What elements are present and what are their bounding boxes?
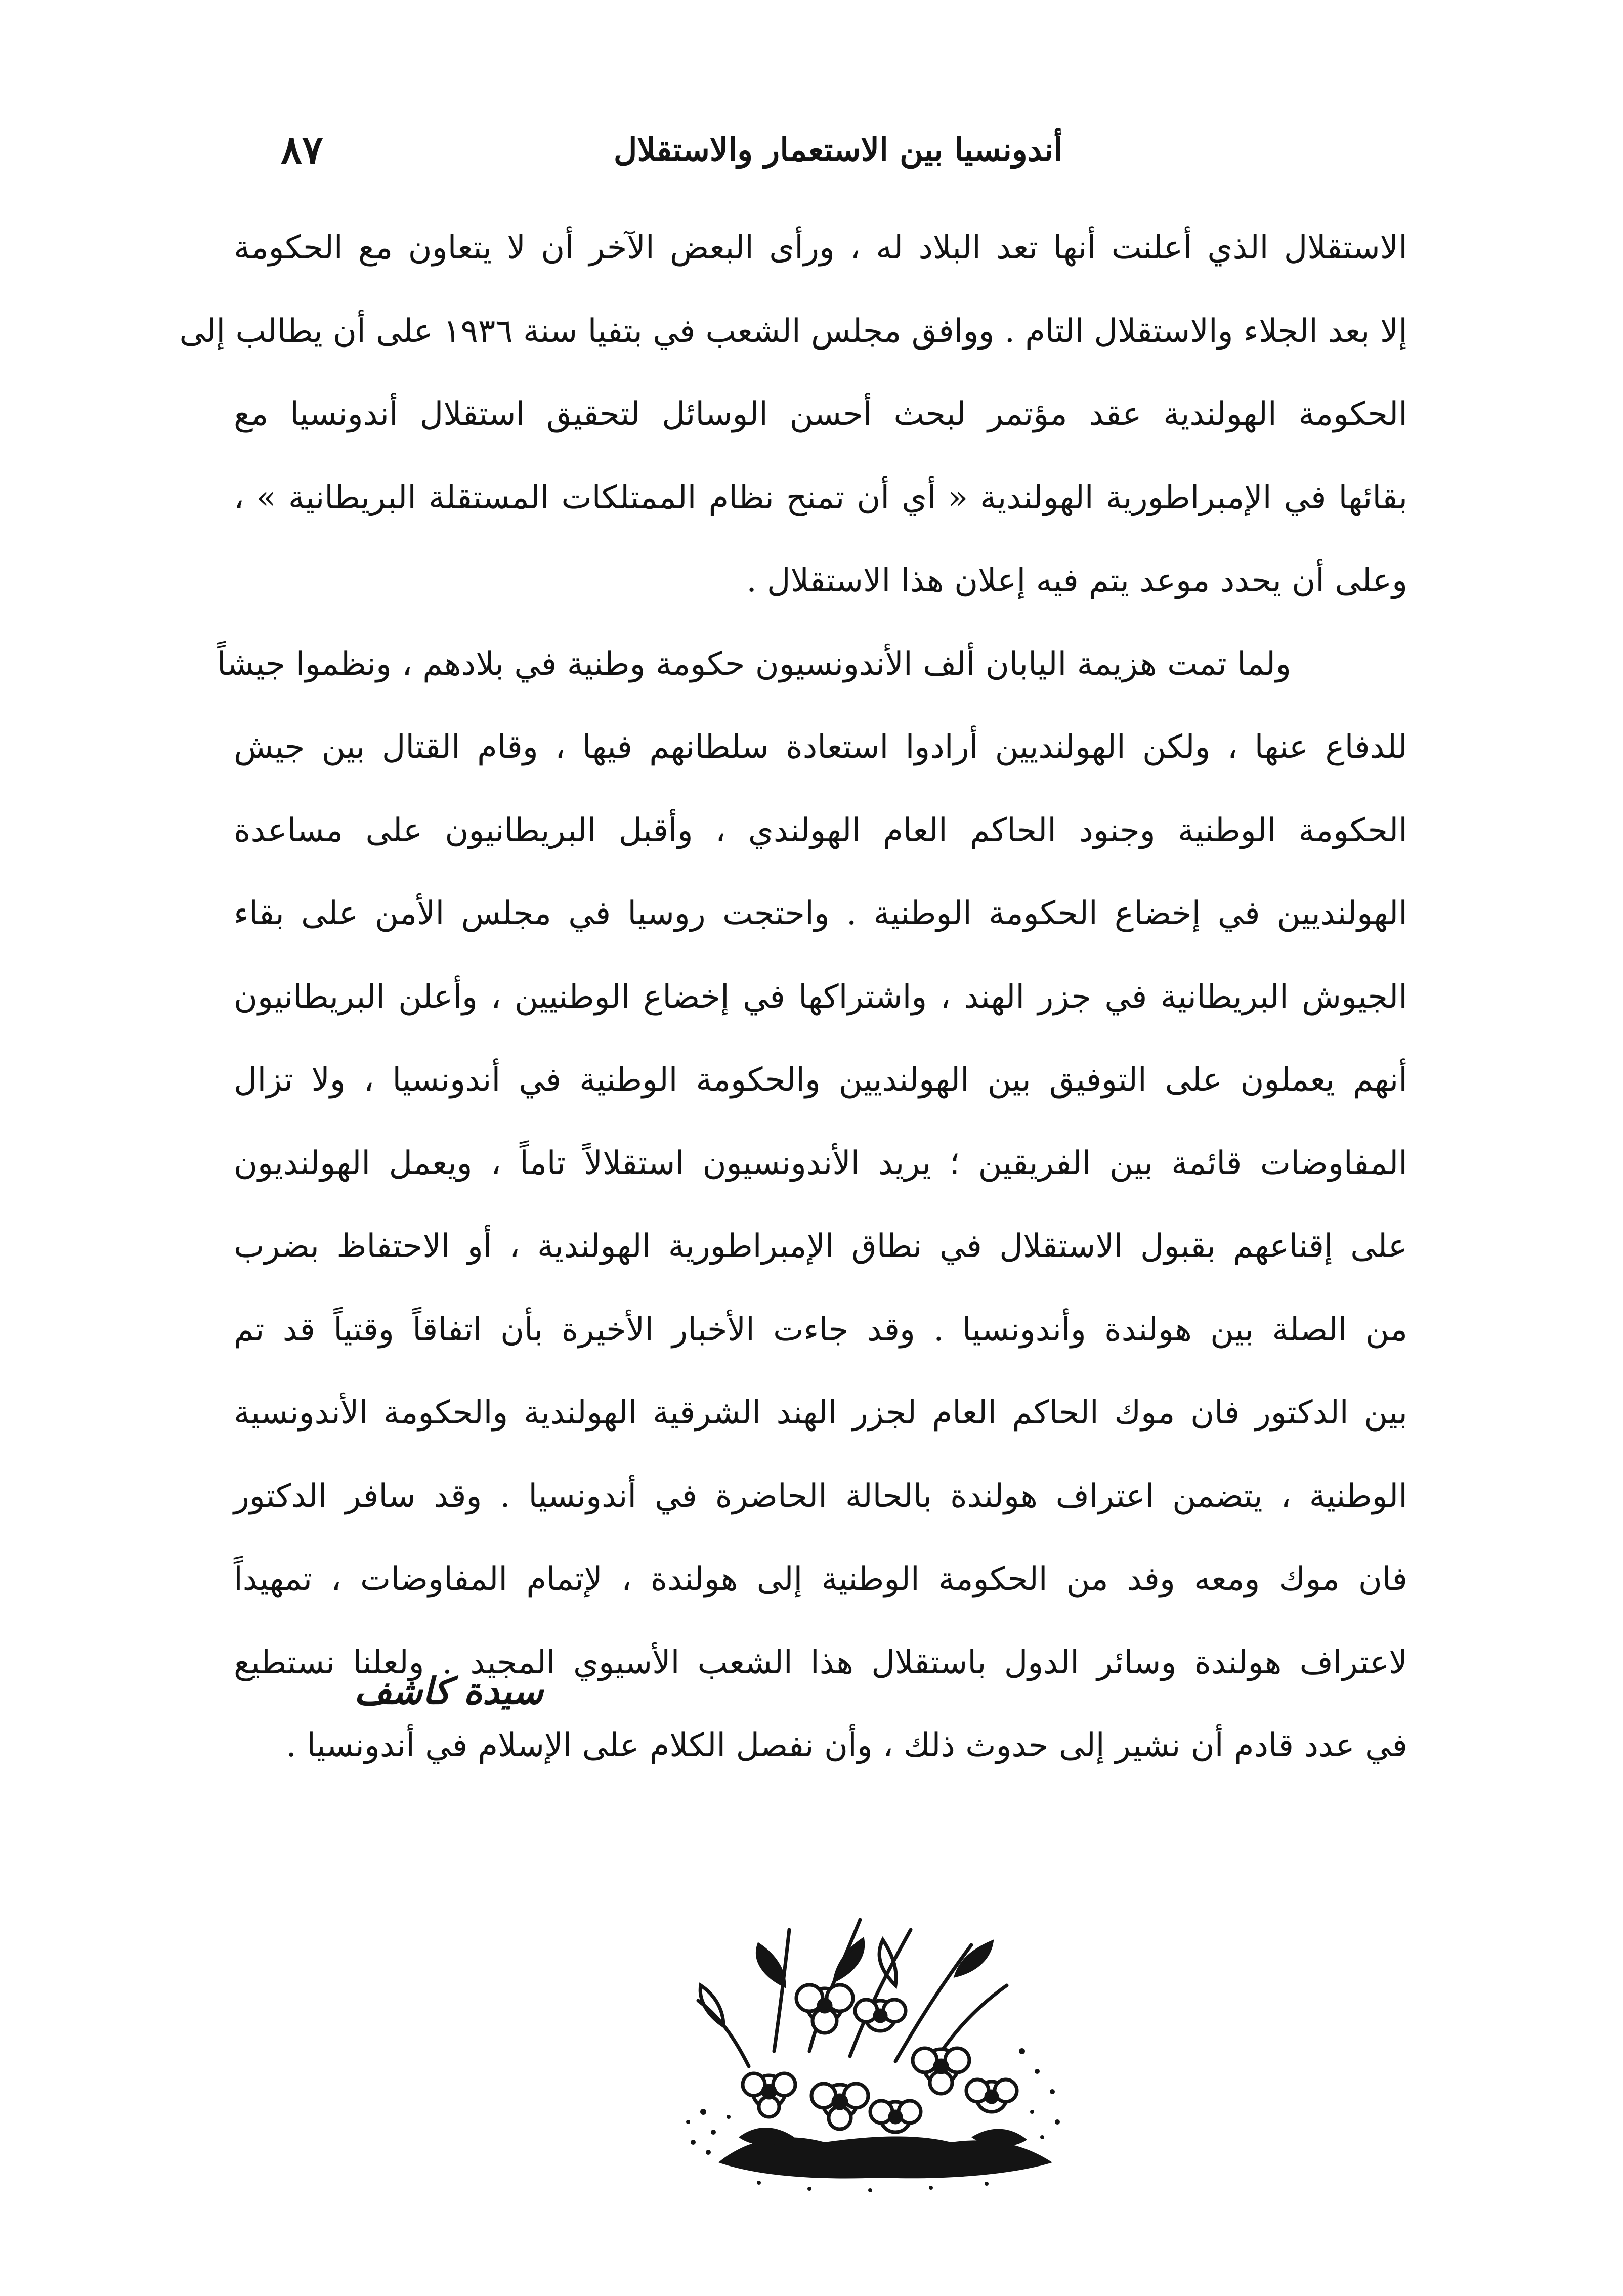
running-head: أندونسيا بين الاستعمار والاستقلال xyxy=(613,131,1062,169)
text-line: ولما تمت هزيمة اليابان ألف الأندونسيون حكومة وطنية في بلادهم ، ونظموا جيشاً xyxy=(217,645,1291,683)
author-signature: سيدة كاشف xyxy=(354,1669,543,1712)
text-line: من الصلة بين هولندة وأندونسيا . وقد جاءت الأخبار الأخيرة بأن اتفاقاً وقتياً قد تم xyxy=(234,1311,1407,1349)
text-line: بقائها في الإمبراطورية الهولندية « أي أن تمنح نظام الممتلكات المستقلة البريطانية » ، xyxy=(234,479,1407,516)
text-line: بين الدكتور فان موك الحاكم العام لجزر الهند الشرقية الهولندية والحكومة الأندونسية xyxy=(234,1394,1407,1432)
text-line: الاستقلال الذي أعلنت أنها تعد البلاد له ، ورأى البعض الآخر أن لا يتعاون مع الحكومة xyxy=(234,229,1408,267)
text-line: الوطنية ، يتضمن اعتراف هولندة بالحالة الحاضرة في أندونسيا . وقد سافر الدكتور xyxy=(234,1477,1407,1515)
text-line: أنهم يعملون على التوفيق بين الهولنديين والحكومة الوطنية في أندونسيا ، ولا تزال xyxy=(234,1061,1407,1099)
body-text xyxy=(179,218,1408,1799)
text-line: المفاوضات قائمة بين الفريقين ؛ يريد الأندونسيون استقلالاً تاماً ، ويعمل الهولنديون xyxy=(234,1144,1407,1182)
text-line: إلا بعد الجلاء والاستقلال التام . ووافق مجلس الشعب في بتفيا سنة ١٩٣٦ على أن يطالب إلى xyxy=(179,312,1407,350)
text-line: الجيوش البريطانية في جزر الهند ، واشتراكها في إخضاع الوطنيين ، وأعلن البريطانيون xyxy=(234,978,1407,1016)
text-line: وعلى أن يحدد موعد يتم فيه إعلان هذا الاستقلال . xyxy=(746,562,1407,599)
text-line: فان موك ومعه وفد من الحكومة الوطنية إلى هولندة ، لإتمام المفاوضات ، تمهيداً xyxy=(234,1561,1407,1598)
text-line: للدفاع عنها ، ولكن الهولنديين أرادوا استعادة سلطانهم فيها ، وقام القتال بين جيش xyxy=(234,728,1407,766)
page-number: ٨٧ xyxy=(281,127,323,173)
text-line: في عدد قادم أن نشير إلى حدوث ذلك ، وأن نفصل الكلام على الإسلام في أندونسيا . xyxy=(286,1727,1407,1764)
flower-bouquet-icon xyxy=(658,1899,1083,2198)
text-line: على إقناعهم بقبول الاستقلال في نطاق الإمبراطورية الهولندية ، أو الاحتفاظ بضرب xyxy=(234,1228,1407,1265)
text-line: الحكومة الهولندية عقد مؤتمر لبحث أحسن الوسائل لتحقيق استقلال أندونسيا مع xyxy=(234,396,1407,433)
text-line: الحكومة الوطنية وجنود الحاكم العام الهولندي ، وأقبل البريطانيون على مساعدة xyxy=(234,811,1408,849)
flower-head xyxy=(796,1985,853,2033)
text-line: لاعتراف هولندة وسائر الدول باستقلال هذا الشعب الأسيوي المجيد . ولعلنا نستطيع xyxy=(234,1643,1408,1681)
text-line: الهولنديين في إخضاع الحكومة الوطنية . واحتجت روسيا في مجلس الأمن على بقاء xyxy=(234,895,1407,932)
